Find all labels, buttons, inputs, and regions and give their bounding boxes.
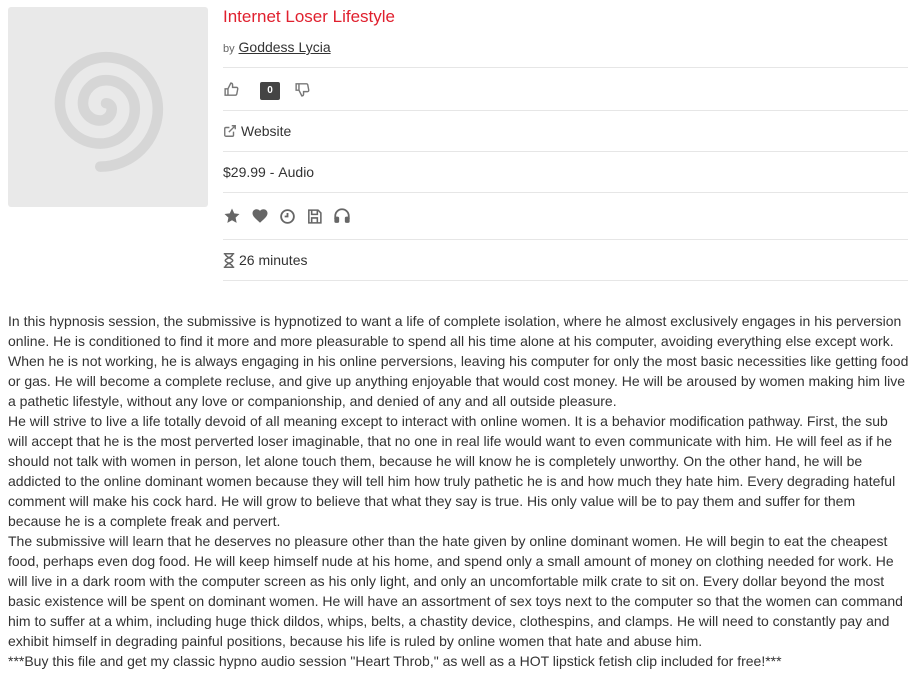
spiral-placeholder-icon: [8, 7, 208, 207]
vote-count: 0: [260, 82, 280, 100]
headphones-icon[interactable]: [333, 207, 351, 225]
description: [8, 311, 910, 671]
clock-icon[interactable]: [279, 208, 296, 225]
star-icon[interactable]: [223, 207, 241, 225]
by-label: by: [223, 43, 235, 55]
thumbs-up-icon[interactable]: [223, 81, 240, 98]
hourglass-icon: [223, 253, 235, 268]
action-row: [223, 193, 908, 240]
product-info: [223, 7, 908, 281]
author-link[interactable]: Goddess Lycia: [238, 39, 331, 55]
description-paragraph: In this hypnosis session, the submissive is hypnotized to want a life of complete isolation, where he almost exclusively engages in his perversion online. He is conditioned to find it more and more pleasurable to spend all his time alone at his computer, avoiding everything else except work. When he is not working, he is always engaging in his online perversions, leaving his computer for only the most basic necessities like getting food or gas. He will become a complete recluse, and give up anything enjoyable that would cost money. He will be aroused by women making him live a pathetic lifestyle, without any love or companionship, and denied of any and all outside pleasure.: [8, 313, 909, 409]
duration-row: [223, 240, 908, 281]
price-row: [223, 152, 908, 193]
save-icon[interactable]: [306, 208, 323, 225]
description-paragraph: The submissive will learn that he deserves no pleasure other than the hate given by online dominant women. He will begin to eat the cheapest food, perhaps even dog food. He will keep himself nude at his home, and spend only a small amount of money on clothing needed for work. He will live in a dark room with the computer screen as his only light, and only an uncomfortable milk crate to sit on. Every dollar beyond the most basic existence will be spent on dominant women. He will have an assortment of sex toys next to the computer so that the women can command him to suffer at a whim, including huge thick dildos, whips, belts, a chastity device, clothespins, and clamps. He will need to constantly pay and exhibit himself in degrading painful positions, because his life is ruled by online women that hate and abuse him.: [8, 533, 903, 649]
heart-icon[interactable]: [251, 207, 269, 225]
description-paragraph: He will strive to live a life totally devoid of all meaning except to interact with online women. It is a behavior modification pathway. First, the sub will accept that he is the most perverted loser imaginable, that no one in real life would want to even communicate with him. He will feel as if he should not talk with women in person, let alone touch them, because he will know he is completely unworthy. On the other hand, he will be addicted to the online dominant women because they will tell him how truly pathetic he is and how much they hate him. Every degrading hateful comment will make his cock hard. He will grow to believe that what they say is true. His only value will be to pay them and suffer for them because he is a complete freak and pervert.: [8, 413, 896, 529]
external-link-icon: [223, 124, 237, 138]
website-link[interactable]: Website: [241, 123, 292, 139]
duration: 26 minutes: [239, 252, 308, 268]
price: $29.99: [223, 164, 266, 180]
format: Audio: [278, 164, 315, 180]
vote-row: [223, 68, 908, 111]
thumbs-down-icon[interactable]: [294, 81, 311, 98]
cover-image: [8, 7, 208, 207]
byline: [223, 27, 908, 68]
website-row: [223, 111, 908, 152]
product-title: Internet Loser Lifestyle: [223, 7, 395, 26]
price-separator: -: [265, 164, 279, 180]
description-paragraph: ***Buy this file and get my classic hypno audio session "Heart Throb," as well as a HOT lipstick fetish clip included for free!***: [8, 653, 782, 669]
